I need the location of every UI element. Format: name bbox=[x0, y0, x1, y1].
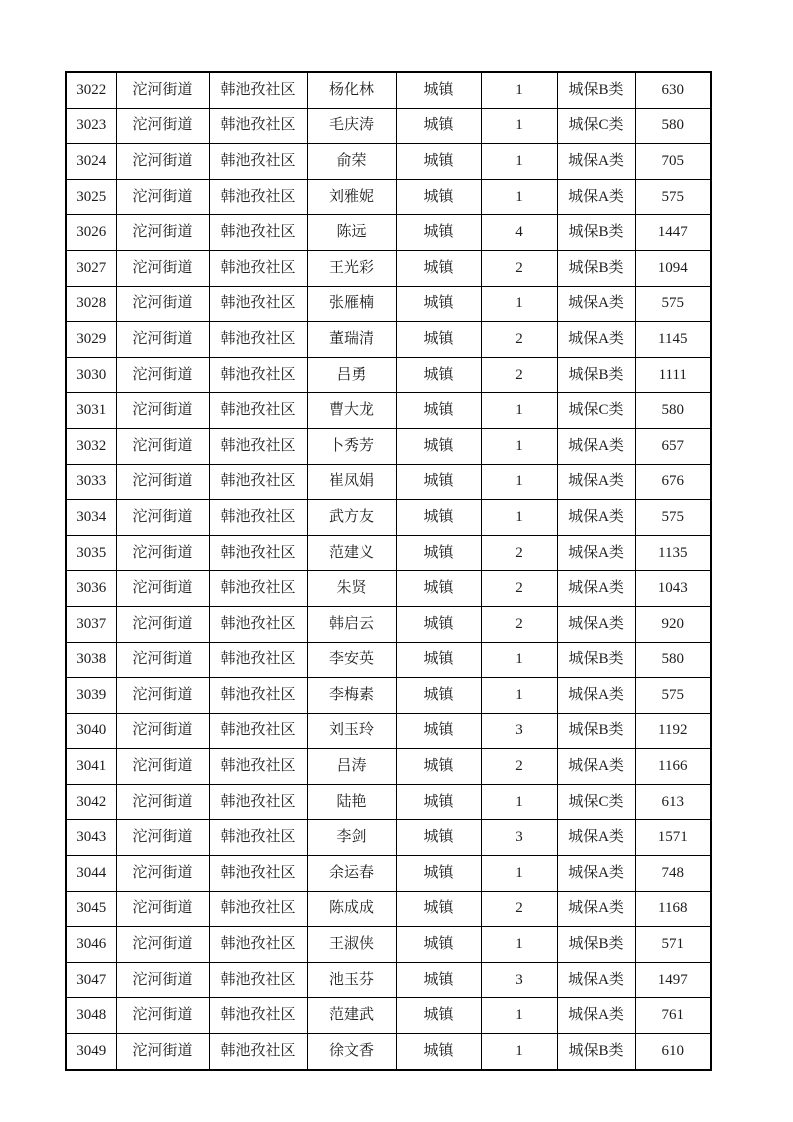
headcount-cell: 1 bbox=[481, 1034, 557, 1070]
residence-type-cell: 城镇 bbox=[396, 606, 481, 642]
street-cell: 沱河街道 bbox=[116, 144, 209, 180]
community-cell: 韩池孜社区 bbox=[209, 250, 307, 286]
table-row bbox=[66, 357, 711, 393]
person-name-cell: 刘玉玲 bbox=[307, 713, 396, 749]
insurance-category-cell: 城保A类 bbox=[557, 998, 635, 1034]
community-cell: 韩池孜社区 bbox=[209, 962, 307, 998]
street-cell: 沱河街道 bbox=[116, 464, 209, 500]
amount-cell: 676 bbox=[635, 464, 711, 500]
residence-type-cell: 城镇 bbox=[396, 250, 481, 286]
insurance-category-cell: 城保B类 bbox=[557, 72, 635, 108]
row-number-cell: 3041 bbox=[66, 749, 116, 785]
row-number-cell: 3046 bbox=[66, 927, 116, 963]
residence-type-cell: 城镇 bbox=[396, 357, 481, 393]
insurance-category-cell: 城保A类 bbox=[557, 535, 635, 571]
amount-cell: 1497 bbox=[635, 962, 711, 998]
table-row bbox=[66, 784, 711, 820]
residence-type-cell: 城镇 bbox=[396, 749, 481, 785]
residence-type-cell: 城镇 bbox=[396, 998, 481, 1034]
insurance-category-cell: 城保A类 bbox=[557, 891, 635, 927]
table-row bbox=[66, 250, 711, 286]
residence-type-cell: 城镇 bbox=[396, 962, 481, 998]
residence-type-cell: 城镇 bbox=[396, 464, 481, 500]
row-number-cell: 3022 bbox=[66, 72, 116, 108]
community-cell: 韩池孜社区 bbox=[209, 108, 307, 144]
community-cell: 韩池孜社区 bbox=[209, 749, 307, 785]
residence-type-cell: 城镇 bbox=[396, 927, 481, 963]
community-cell: 韩池孜社区 bbox=[209, 571, 307, 607]
table-row bbox=[66, 72, 711, 108]
row-number-cell: 3039 bbox=[66, 678, 116, 714]
person-name-cell: 武方友 bbox=[307, 500, 396, 536]
residence-type-cell: 城镇 bbox=[396, 1034, 481, 1070]
table-row bbox=[66, 642, 711, 678]
amount-cell: 575 bbox=[635, 179, 711, 215]
residence-type-cell: 城镇 bbox=[396, 713, 481, 749]
residence-type-cell: 城镇 bbox=[396, 215, 481, 251]
street-cell: 沱河街道 bbox=[116, 535, 209, 571]
table-row bbox=[66, 606, 711, 642]
row-number-cell: 3049 bbox=[66, 1034, 116, 1070]
residence-type-cell: 城镇 bbox=[396, 144, 481, 180]
street-cell: 沱河街道 bbox=[116, 215, 209, 251]
amount-cell: 920 bbox=[635, 606, 711, 642]
amount-cell: 571 bbox=[635, 927, 711, 963]
insurance-category-cell: 城保A类 bbox=[557, 464, 635, 500]
community-cell: 韩池孜社区 bbox=[209, 784, 307, 820]
insurance-category-cell: 城保B类 bbox=[557, 927, 635, 963]
amount-cell: 1145 bbox=[635, 322, 711, 358]
insurance-category-cell: 城保A类 bbox=[557, 179, 635, 215]
street-cell: 沱河街道 bbox=[116, 500, 209, 536]
insurance-category-cell: 城保A类 bbox=[557, 144, 635, 180]
headcount-cell: 2 bbox=[481, 749, 557, 785]
headcount-cell: 3 bbox=[481, 713, 557, 749]
street-cell: 沱河街道 bbox=[116, 642, 209, 678]
community-cell: 韩池孜社区 bbox=[209, 820, 307, 856]
table-row bbox=[66, 179, 711, 215]
table-row bbox=[66, 820, 711, 856]
person-name-cell: 王淑侠 bbox=[307, 927, 396, 963]
street-cell: 沱河街道 bbox=[116, 678, 209, 714]
person-name-cell: 李安英 bbox=[307, 642, 396, 678]
table-row bbox=[66, 428, 711, 464]
amount-cell: 630 bbox=[635, 72, 711, 108]
amount-cell: 1168 bbox=[635, 891, 711, 927]
insurance-category-cell: 城保B类 bbox=[557, 1034, 635, 1070]
street-cell: 沱河街道 bbox=[116, 393, 209, 429]
insurance-category-cell: 城保A类 bbox=[557, 678, 635, 714]
amount-cell: 761 bbox=[635, 998, 711, 1034]
headcount-cell: 1 bbox=[481, 428, 557, 464]
person-name-cell: 陆艳 bbox=[307, 784, 396, 820]
community-cell: 韩池孜社区 bbox=[209, 357, 307, 393]
person-name-cell: 俞荣 bbox=[307, 144, 396, 180]
row-number-cell: 3025 bbox=[66, 179, 116, 215]
insurance-category-cell: 城保C类 bbox=[557, 108, 635, 144]
insurance-category-cell: 城保A类 bbox=[557, 856, 635, 892]
row-number-cell: 3031 bbox=[66, 393, 116, 429]
person-name-cell: 毛庆涛 bbox=[307, 108, 396, 144]
street-cell: 沱河街道 bbox=[116, 1034, 209, 1070]
residence-type-cell: 城镇 bbox=[396, 571, 481, 607]
headcount-cell: 1 bbox=[481, 464, 557, 500]
headcount-cell: 3 bbox=[481, 820, 557, 856]
amount-cell: 1571 bbox=[635, 820, 711, 856]
amount-cell: 580 bbox=[635, 393, 711, 429]
community-cell: 韩池孜社区 bbox=[209, 642, 307, 678]
street-cell: 沱河街道 bbox=[116, 962, 209, 998]
amount-cell: 1192 bbox=[635, 713, 711, 749]
street-cell: 沱河街道 bbox=[116, 856, 209, 892]
row-number-cell: 3030 bbox=[66, 357, 116, 393]
person-name-cell: 卜秀芳 bbox=[307, 428, 396, 464]
insurance-category-cell: 城保A类 bbox=[557, 286, 635, 322]
headcount-cell: 2 bbox=[481, 606, 557, 642]
insurance-category-cell: 城保C类 bbox=[557, 784, 635, 820]
community-cell: 韩池孜社区 bbox=[209, 144, 307, 180]
person-name-cell: 李梅素 bbox=[307, 678, 396, 714]
row-number-cell: 3033 bbox=[66, 464, 116, 500]
headcount-cell: 2 bbox=[481, 535, 557, 571]
residence-type-cell: 城镇 bbox=[396, 891, 481, 927]
insurance-category-cell: 城保A类 bbox=[557, 322, 635, 358]
street-cell: 沱河街道 bbox=[116, 250, 209, 286]
street-cell: 沱河街道 bbox=[116, 571, 209, 607]
headcount-cell: 1 bbox=[481, 144, 557, 180]
street-cell: 沱河街道 bbox=[116, 927, 209, 963]
street-cell: 沱河街道 bbox=[116, 286, 209, 322]
amount-cell: 1135 bbox=[635, 535, 711, 571]
insurance-category-cell: 城保B类 bbox=[557, 357, 635, 393]
headcount-cell: 2 bbox=[481, 322, 557, 358]
person-name-cell: 池玉芬 bbox=[307, 962, 396, 998]
table-row bbox=[66, 856, 711, 892]
insurance-category-cell: 城保B类 bbox=[557, 215, 635, 251]
community-cell: 韩池孜社区 bbox=[209, 215, 307, 251]
table-row bbox=[66, 322, 711, 358]
insurance-category-cell: 城保A类 bbox=[557, 606, 635, 642]
person-name-cell: 杨化林 bbox=[307, 72, 396, 108]
amount-cell: 610 bbox=[635, 1034, 711, 1070]
headcount-cell: 1 bbox=[481, 927, 557, 963]
residence-type-cell: 城镇 bbox=[396, 856, 481, 892]
residence-type-cell: 城镇 bbox=[396, 678, 481, 714]
amount-cell: 705 bbox=[635, 144, 711, 180]
street-cell: 沱河街道 bbox=[116, 820, 209, 856]
street-cell: 沱河街道 bbox=[116, 713, 209, 749]
amount-cell: 748 bbox=[635, 856, 711, 892]
headcount-cell: 1 bbox=[481, 784, 557, 820]
community-cell: 韩池孜社区 bbox=[209, 393, 307, 429]
street-cell: 沱河街道 bbox=[116, 428, 209, 464]
amount-cell: 575 bbox=[635, 678, 711, 714]
insurance-category-cell: 城保A类 bbox=[557, 820, 635, 856]
person-name-cell: 李剑 bbox=[307, 820, 396, 856]
headcount-cell: 1 bbox=[481, 286, 557, 322]
community-cell: 韩池孜社区 bbox=[209, 286, 307, 322]
person-name-cell: 张雁楠 bbox=[307, 286, 396, 322]
residence-type-cell: 城镇 bbox=[396, 500, 481, 536]
roster-table-body bbox=[66, 72, 711, 1070]
street-cell: 沱河街道 bbox=[116, 998, 209, 1034]
row-number-cell: 3042 bbox=[66, 784, 116, 820]
headcount-cell: 1 bbox=[481, 500, 557, 536]
row-number-cell: 3029 bbox=[66, 322, 116, 358]
insurance-category-cell: 城保A类 bbox=[557, 571, 635, 607]
community-cell: 韩池孜社区 bbox=[209, 1034, 307, 1070]
headcount-cell: 1 bbox=[481, 678, 557, 714]
row-number-cell: 3043 bbox=[66, 820, 116, 856]
table-row bbox=[66, 1034, 711, 1070]
insurance-category-cell: 城保B类 bbox=[557, 713, 635, 749]
row-number-cell: 3026 bbox=[66, 215, 116, 251]
residence-type-cell: 城镇 bbox=[396, 72, 481, 108]
street-cell: 沱河街道 bbox=[116, 72, 209, 108]
headcount-cell: 2 bbox=[481, 571, 557, 607]
residence-type-cell: 城镇 bbox=[396, 642, 481, 678]
community-cell: 韩池孜社区 bbox=[209, 998, 307, 1034]
amount-cell: 613 bbox=[635, 784, 711, 820]
insurance-category-cell: 城保C类 bbox=[557, 393, 635, 429]
person-name-cell: 刘雅妮 bbox=[307, 179, 396, 215]
community-cell: 韩池孜社区 bbox=[209, 678, 307, 714]
table-row bbox=[66, 962, 711, 998]
street-cell: 沱河街道 bbox=[116, 357, 209, 393]
street-cell: 沱河街道 bbox=[116, 891, 209, 927]
headcount-cell: 1 bbox=[481, 998, 557, 1034]
community-cell: 韩池孜社区 bbox=[209, 464, 307, 500]
row-number-cell: 3048 bbox=[66, 998, 116, 1034]
person-name-cell: 陈成成 bbox=[307, 891, 396, 927]
headcount-cell: 2 bbox=[481, 250, 557, 286]
table-row bbox=[66, 464, 711, 500]
table-row bbox=[66, 144, 711, 180]
community-cell: 韩池孜社区 bbox=[209, 606, 307, 642]
headcount-cell: 4 bbox=[481, 215, 557, 251]
insurance-category-cell: 城保A类 bbox=[557, 962, 635, 998]
headcount-cell: 2 bbox=[481, 357, 557, 393]
table-row bbox=[66, 571, 711, 607]
insurance-category-cell: 城保B类 bbox=[557, 642, 635, 678]
table-row bbox=[66, 215, 711, 251]
table-row bbox=[66, 998, 711, 1034]
person-name-cell: 余运春 bbox=[307, 856, 396, 892]
row-number-cell: 3024 bbox=[66, 144, 116, 180]
amount-cell: 1166 bbox=[635, 749, 711, 785]
residence-type-cell: 城镇 bbox=[396, 535, 481, 571]
headcount-cell: 1 bbox=[481, 108, 557, 144]
street-cell: 沱河街道 bbox=[116, 108, 209, 144]
residence-type-cell: 城镇 bbox=[396, 108, 481, 144]
insurance-category-cell: 城保A类 bbox=[557, 749, 635, 785]
amount-cell: 1043 bbox=[635, 571, 711, 607]
community-cell: 韩池孜社区 bbox=[209, 322, 307, 358]
amount-cell: 575 bbox=[635, 286, 711, 322]
community-cell: 韩池孜社区 bbox=[209, 535, 307, 571]
amount-cell: 580 bbox=[635, 642, 711, 678]
headcount-cell: 1 bbox=[481, 393, 557, 429]
person-name-cell: 范建义 bbox=[307, 535, 396, 571]
person-name-cell: 范建武 bbox=[307, 998, 396, 1034]
street-cell: 沱河街道 bbox=[116, 749, 209, 785]
table-row bbox=[66, 749, 711, 785]
headcount-cell: 3 bbox=[481, 962, 557, 998]
residence-type-cell: 城镇 bbox=[396, 428, 481, 464]
table-row bbox=[66, 286, 711, 322]
amount-cell: 575 bbox=[635, 500, 711, 536]
row-number-cell: 3036 bbox=[66, 571, 116, 607]
row-number-cell: 3038 bbox=[66, 642, 116, 678]
residence-type-cell: 城镇 bbox=[396, 393, 481, 429]
row-number-cell: 3045 bbox=[66, 891, 116, 927]
amount-cell: 1447 bbox=[635, 215, 711, 251]
street-cell: 沱河街道 bbox=[116, 179, 209, 215]
amount-cell: 1094 bbox=[635, 250, 711, 286]
person-name-cell: 董瑞清 bbox=[307, 322, 396, 358]
table-row bbox=[66, 678, 711, 714]
row-number-cell: 3035 bbox=[66, 535, 116, 571]
row-number-cell: 3040 bbox=[66, 713, 116, 749]
row-number-cell: 3023 bbox=[66, 108, 116, 144]
headcount-cell: 1 bbox=[481, 856, 557, 892]
person-name-cell: 吕涛 bbox=[307, 749, 396, 785]
amount-cell: 657 bbox=[635, 428, 711, 464]
amount-cell: 1111 bbox=[635, 357, 711, 393]
row-number-cell: 3037 bbox=[66, 606, 116, 642]
street-cell: 沱河街道 bbox=[116, 784, 209, 820]
insurance-category-cell: 城保A类 bbox=[557, 500, 635, 536]
person-name-cell: 韩启云 bbox=[307, 606, 396, 642]
community-cell: 韩池孜社区 bbox=[209, 179, 307, 215]
amount-cell: 580 bbox=[635, 108, 711, 144]
person-name-cell: 陈远 bbox=[307, 215, 396, 251]
roster-table bbox=[65, 71, 712, 1071]
row-number-cell: 3047 bbox=[66, 962, 116, 998]
headcount-cell: 2 bbox=[481, 891, 557, 927]
row-number-cell: 3028 bbox=[66, 286, 116, 322]
person-name-cell: 曹大龙 bbox=[307, 393, 396, 429]
insurance-category-cell: 城保A类 bbox=[557, 428, 635, 464]
community-cell: 韩池孜社区 bbox=[209, 891, 307, 927]
community-cell: 韩池孜社区 bbox=[209, 713, 307, 749]
row-number-cell: 3034 bbox=[66, 500, 116, 536]
person-name-cell: 朱贤 bbox=[307, 571, 396, 607]
table-row bbox=[66, 891, 711, 927]
person-name-cell: 徐文香 bbox=[307, 1034, 396, 1070]
table-row bbox=[66, 393, 711, 429]
street-cell: 沱河街道 bbox=[116, 606, 209, 642]
person-name-cell: 崔凤娟 bbox=[307, 464, 396, 500]
headcount-cell: 1 bbox=[481, 642, 557, 678]
community-cell: 韩池孜社区 bbox=[209, 856, 307, 892]
table-row bbox=[66, 927, 711, 963]
headcount-cell: 1 bbox=[481, 72, 557, 108]
residence-type-cell: 城镇 bbox=[396, 820, 481, 856]
person-name-cell: 吕勇 bbox=[307, 357, 396, 393]
row-number-cell: 3027 bbox=[66, 250, 116, 286]
table-row bbox=[66, 713, 711, 749]
row-number-cell: 3044 bbox=[66, 856, 116, 892]
insurance-category-cell: 城保B类 bbox=[557, 250, 635, 286]
community-cell: 韩池孜社区 bbox=[209, 428, 307, 464]
row-number-cell: 3032 bbox=[66, 428, 116, 464]
community-cell: 韩池孜社区 bbox=[209, 927, 307, 963]
residence-type-cell: 城镇 bbox=[396, 286, 481, 322]
table-row bbox=[66, 535, 711, 571]
table-row bbox=[66, 500, 711, 536]
street-cell: 沱河街道 bbox=[116, 322, 209, 358]
residence-type-cell: 城镇 bbox=[396, 179, 481, 215]
residence-type-cell: 城镇 bbox=[396, 784, 481, 820]
residence-type-cell: 城镇 bbox=[396, 322, 481, 358]
community-cell: 韩池孜社区 bbox=[209, 72, 307, 108]
community-cell: 韩池孜社区 bbox=[209, 500, 307, 536]
headcount-cell: 1 bbox=[481, 179, 557, 215]
person-name-cell: 王光彩 bbox=[307, 250, 396, 286]
table-row bbox=[66, 108, 711, 144]
